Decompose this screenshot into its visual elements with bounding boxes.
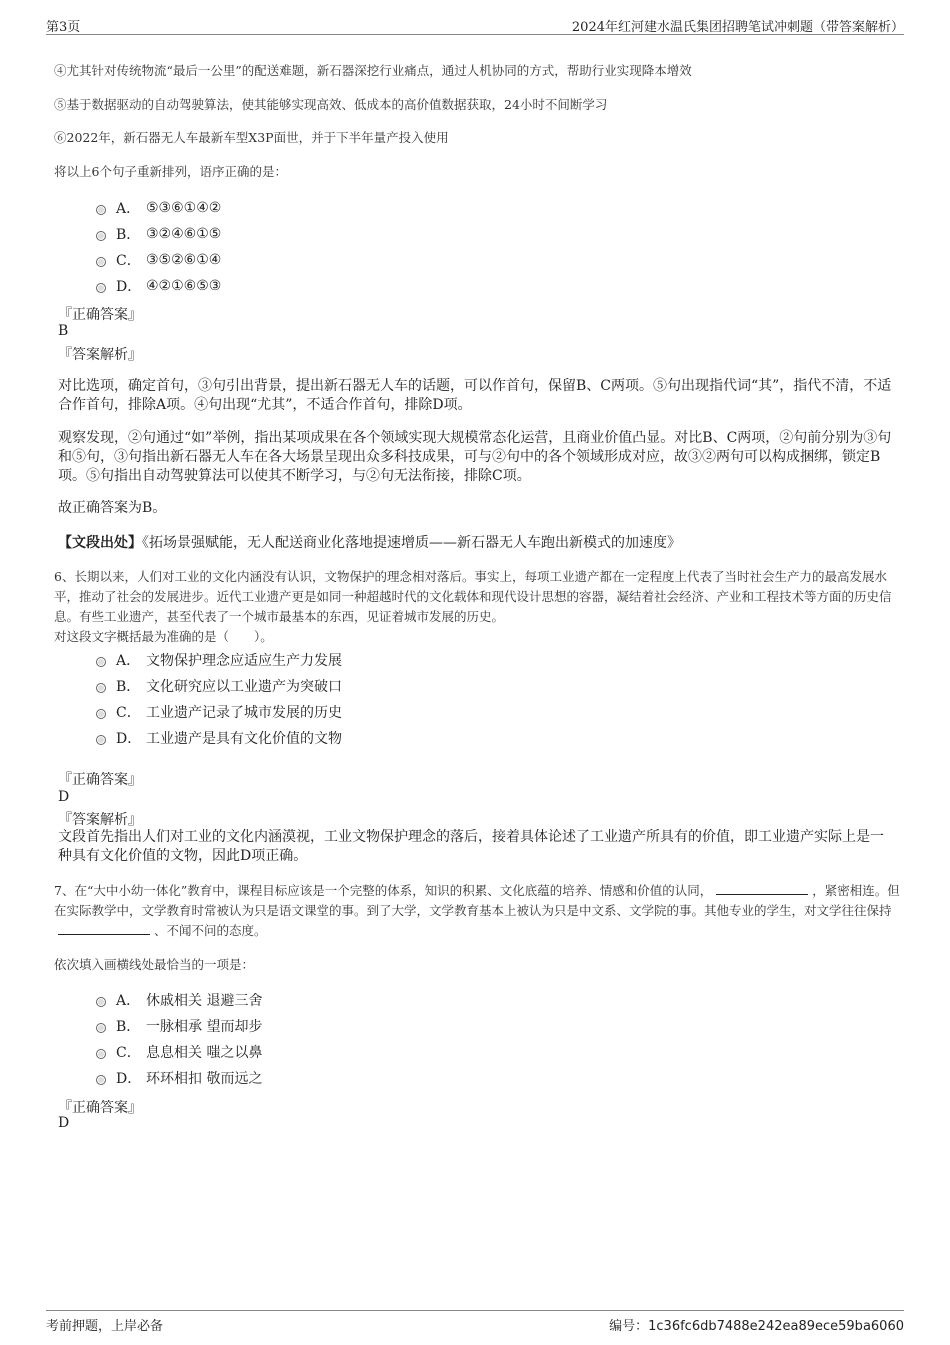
q5-analysis-paragraph-2: 观察发现，②句通过“如”举例，指出某项成果在各个领域实现大规模常态化运营，且商业价值凸显。对比B、C两项，②句前分别为③句和⑤句，③句指出新石器无人车在各大场景呈现出众多科技成果，可与②句中的各个领域形成对应，故③②两句可以构成捆绑，锁定B项。⑤句指出自动驾驶算法可以使其不断学习，与②句无法衔接，排除C项。 <box>58 430 892 484</box>
radio-icon[interactable] <box>96 231 106 241</box>
q5-option-c[interactable] <box>96 250 221 270</box>
page-footer <box>46 1310 904 1333</box>
radio-icon[interactable] <box>96 257 106 267</box>
page-number: 第3页 <box>46 20 81 35</box>
fill-blank-2 <box>58 922 150 935</box>
option-letter: A． <box>116 653 141 669</box>
q6-stem: 6、长期以来，人们对工业的文化内涵没有认识，文物保护的理念相对落后。事实上，每项工业遗产都在一定程度上代表了当时社会生产力的最高发展水平，推动了社会的发展进步。近代工业遗产更是如同一种超越时代的文化载体和现代设计思想的容器，凝结着社会经济、产业和工程技术等方面的历史信息。有些工业遗产，甚至代表了一个城市最基本的东西，见证着城市发展的历史。 <box>54 569 892 624</box>
option-letter: C． <box>116 253 141 269</box>
source-label: 【文段出处】 <box>58 535 142 551</box>
option-letter: B． <box>116 679 141 695</box>
q5-analysis-paragraph-3: 故正确答案为B。 <box>58 500 167 516</box>
option-text: 休戚相关 退避三舍 <box>146 993 263 1009</box>
footer-slogan: 考前押题，上岸必备 <box>46 1319 164 1334</box>
option-letter: B． <box>116 227 141 243</box>
code-label: 编号： <box>609 1319 649 1334</box>
option-text: 一脉相承 望而却步 <box>146 1019 263 1035</box>
option-letter: D． <box>116 279 142 295</box>
q7-answer-label: 『正确答案』 <box>58 1100 142 1116</box>
q6-prompt: 对这段文字概括最为准确的是（ ）。 <box>54 629 273 644</box>
option-text: 环环相扣 敬而远之 <box>146 1071 263 1087</box>
q6-answer-label: 『正确答案』 <box>58 772 142 788</box>
radio-icon[interactable] <box>96 735 106 745</box>
radio-icon[interactable] <box>96 683 106 693</box>
radio-icon[interactable] <box>96 1049 106 1059</box>
q7-option-b[interactable] <box>96 1016 262 1036</box>
option-letter: D． <box>116 1071 142 1087</box>
q6-analysis: 文段首先指出人们对工业的文化内涵漠视，工业文物保护理念的落后，接着具体论述了工业遗产所具有的价值，即工业遗产实际上是一种具有文化价值的文物，因此D项正确。 <box>58 829 884 864</box>
source-text: 《拓场景强赋能，无人配送商业化落地提速增质——新石器无人车跑出新模式的加速度》 <box>142 535 681 551</box>
option-text: 文化研究应以工业遗产为突破口 <box>146 679 342 695</box>
q7-option-a[interactable] <box>96 990 262 1010</box>
q7-stem-part-3: 、不闻不问的态度。 <box>154 923 267 938</box>
radio-icon[interactable] <box>96 205 106 215</box>
option-text: 工业遗产记录了城市发展的历史 <box>146 705 342 721</box>
q5-option-a[interactable] <box>96 198 221 218</box>
fill-blank-1 <box>716 882 808 895</box>
option-letter: C． <box>116 1045 141 1061</box>
q5-analysis-label: 『答案解析』 <box>58 347 142 363</box>
q7-option-d[interactable] <box>96 1068 262 1088</box>
radio-icon[interactable] <box>96 1075 106 1085</box>
q5-sentence-6: ⑥2022年，新石器无人车最新车型X3P面世，并于下半年量产投入使用 <box>54 130 449 145</box>
q5-answer: B <box>58 323 69 339</box>
q6-analysis-label: 『答案解析』 <box>58 812 142 828</box>
q7-stem-part-1: 7、在“大中小幼一体化”教育中，课程目标应该是一个完整的体系，知识的积累、文化底蕴的培养、情感和价值的认同， <box>54 883 713 898</box>
q5-analysis-paragraph-1: 对比选项，确定首句，③句引出背景，提出新石器无人车的话题，可以作首句，保留B、C两项。⑤句出现指代词“其”，指代不清，不适合作首句，排除A项。④句出现“尤其”，不适合作首句，排除D项。 <box>58 378 892 413</box>
radio-icon[interactable] <box>96 657 106 667</box>
q5-option-d[interactable] <box>96 276 221 296</box>
q5-source <box>58 534 896 553</box>
radio-icon[interactable] <box>96 709 106 719</box>
q7-option-c[interactable] <box>96 1042 262 1062</box>
document-code <box>609 1315 904 1334</box>
radio-icon[interactable] <box>96 1023 106 1033</box>
page-header <box>46 14 904 35</box>
option-text: ⑤③⑥①④② <box>146 200 222 216</box>
q5-sentence-5: ⑤基于数据驱动的自动驾驶算法，使其能够实现高效、低成本的高价值数据获取，24小时不间断学习 <box>54 97 608 112</box>
q5-prompt: 将以上6个句子重新排列，语序正确的是： <box>54 164 287 179</box>
q6-answer: D <box>58 789 70 805</box>
option-letter: B． <box>116 1019 141 1035</box>
q7-stem-part-2: ，紧密相连。但在实际教学中，文学教育时常被认为只是语文课堂的事。到了大学，文学教育基本上被认为只是中文系、文学院的事。其他专业的学生，对文学往往保持 <box>54 883 900 918</box>
option-text: 文物保护理念应适应生产力发展 <box>146 653 342 669</box>
q6-option-d[interactable] <box>96 728 342 748</box>
option-text: ③②④⑥①⑤ <box>146 226 222 242</box>
option-text: ③⑤②⑥①④ <box>146 252 222 268</box>
option-text: 息息相关 嗤之以鼻 <box>146 1045 263 1061</box>
q6-option-a[interactable] <box>96 650 342 670</box>
q6-option-b[interactable] <box>96 676 342 696</box>
radio-icon[interactable] <box>96 997 106 1007</box>
q5-option-b[interactable] <box>96 224 221 244</box>
option-letter: D． <box>116 731 142 747</box>
option-letter: C． <box>116 705 141 721</box>
q5-answer-label: 『正确答案』 <box>58 307 142 323</box>
option-letter: A． <box>116 993 141 1009</box>
q7-answer: D <box>58 1115 70 1131</box>
document-title: 2024年红河建水温氏集团招聘笔试冲刺题（带答案解析） <box>571 20 904 35</box>
q6-option-c[interactable] <box>96 702 342 722</box>
radio-icon[interactable] <box>96 283 106 293</box>
q7-stem <box>54 881 904 941</box>
option-text: ④②①⑥⑤③ <box>146 278 222 294</box>
code-value: 1c36fc6db7488e242ea89ece59ba6060 <box>648 1319 904 1334</box>
option-letter: A． <box>116 201 141 217</box>
option-text: 工业遗产是具有文化价值的文物 <box>146 731 342 747</box>
q5-sentence-4: ④尤其针对传统物流“最后一公里”的配送难题，新石器深挖行业痛点，通过人机协同的方式，帮助行业实现降本增效 <box>54 63 692 78</box>
q7-prompt: 依次填入画横线处最恰当的一项是： <box>54 957 255 972</box>
